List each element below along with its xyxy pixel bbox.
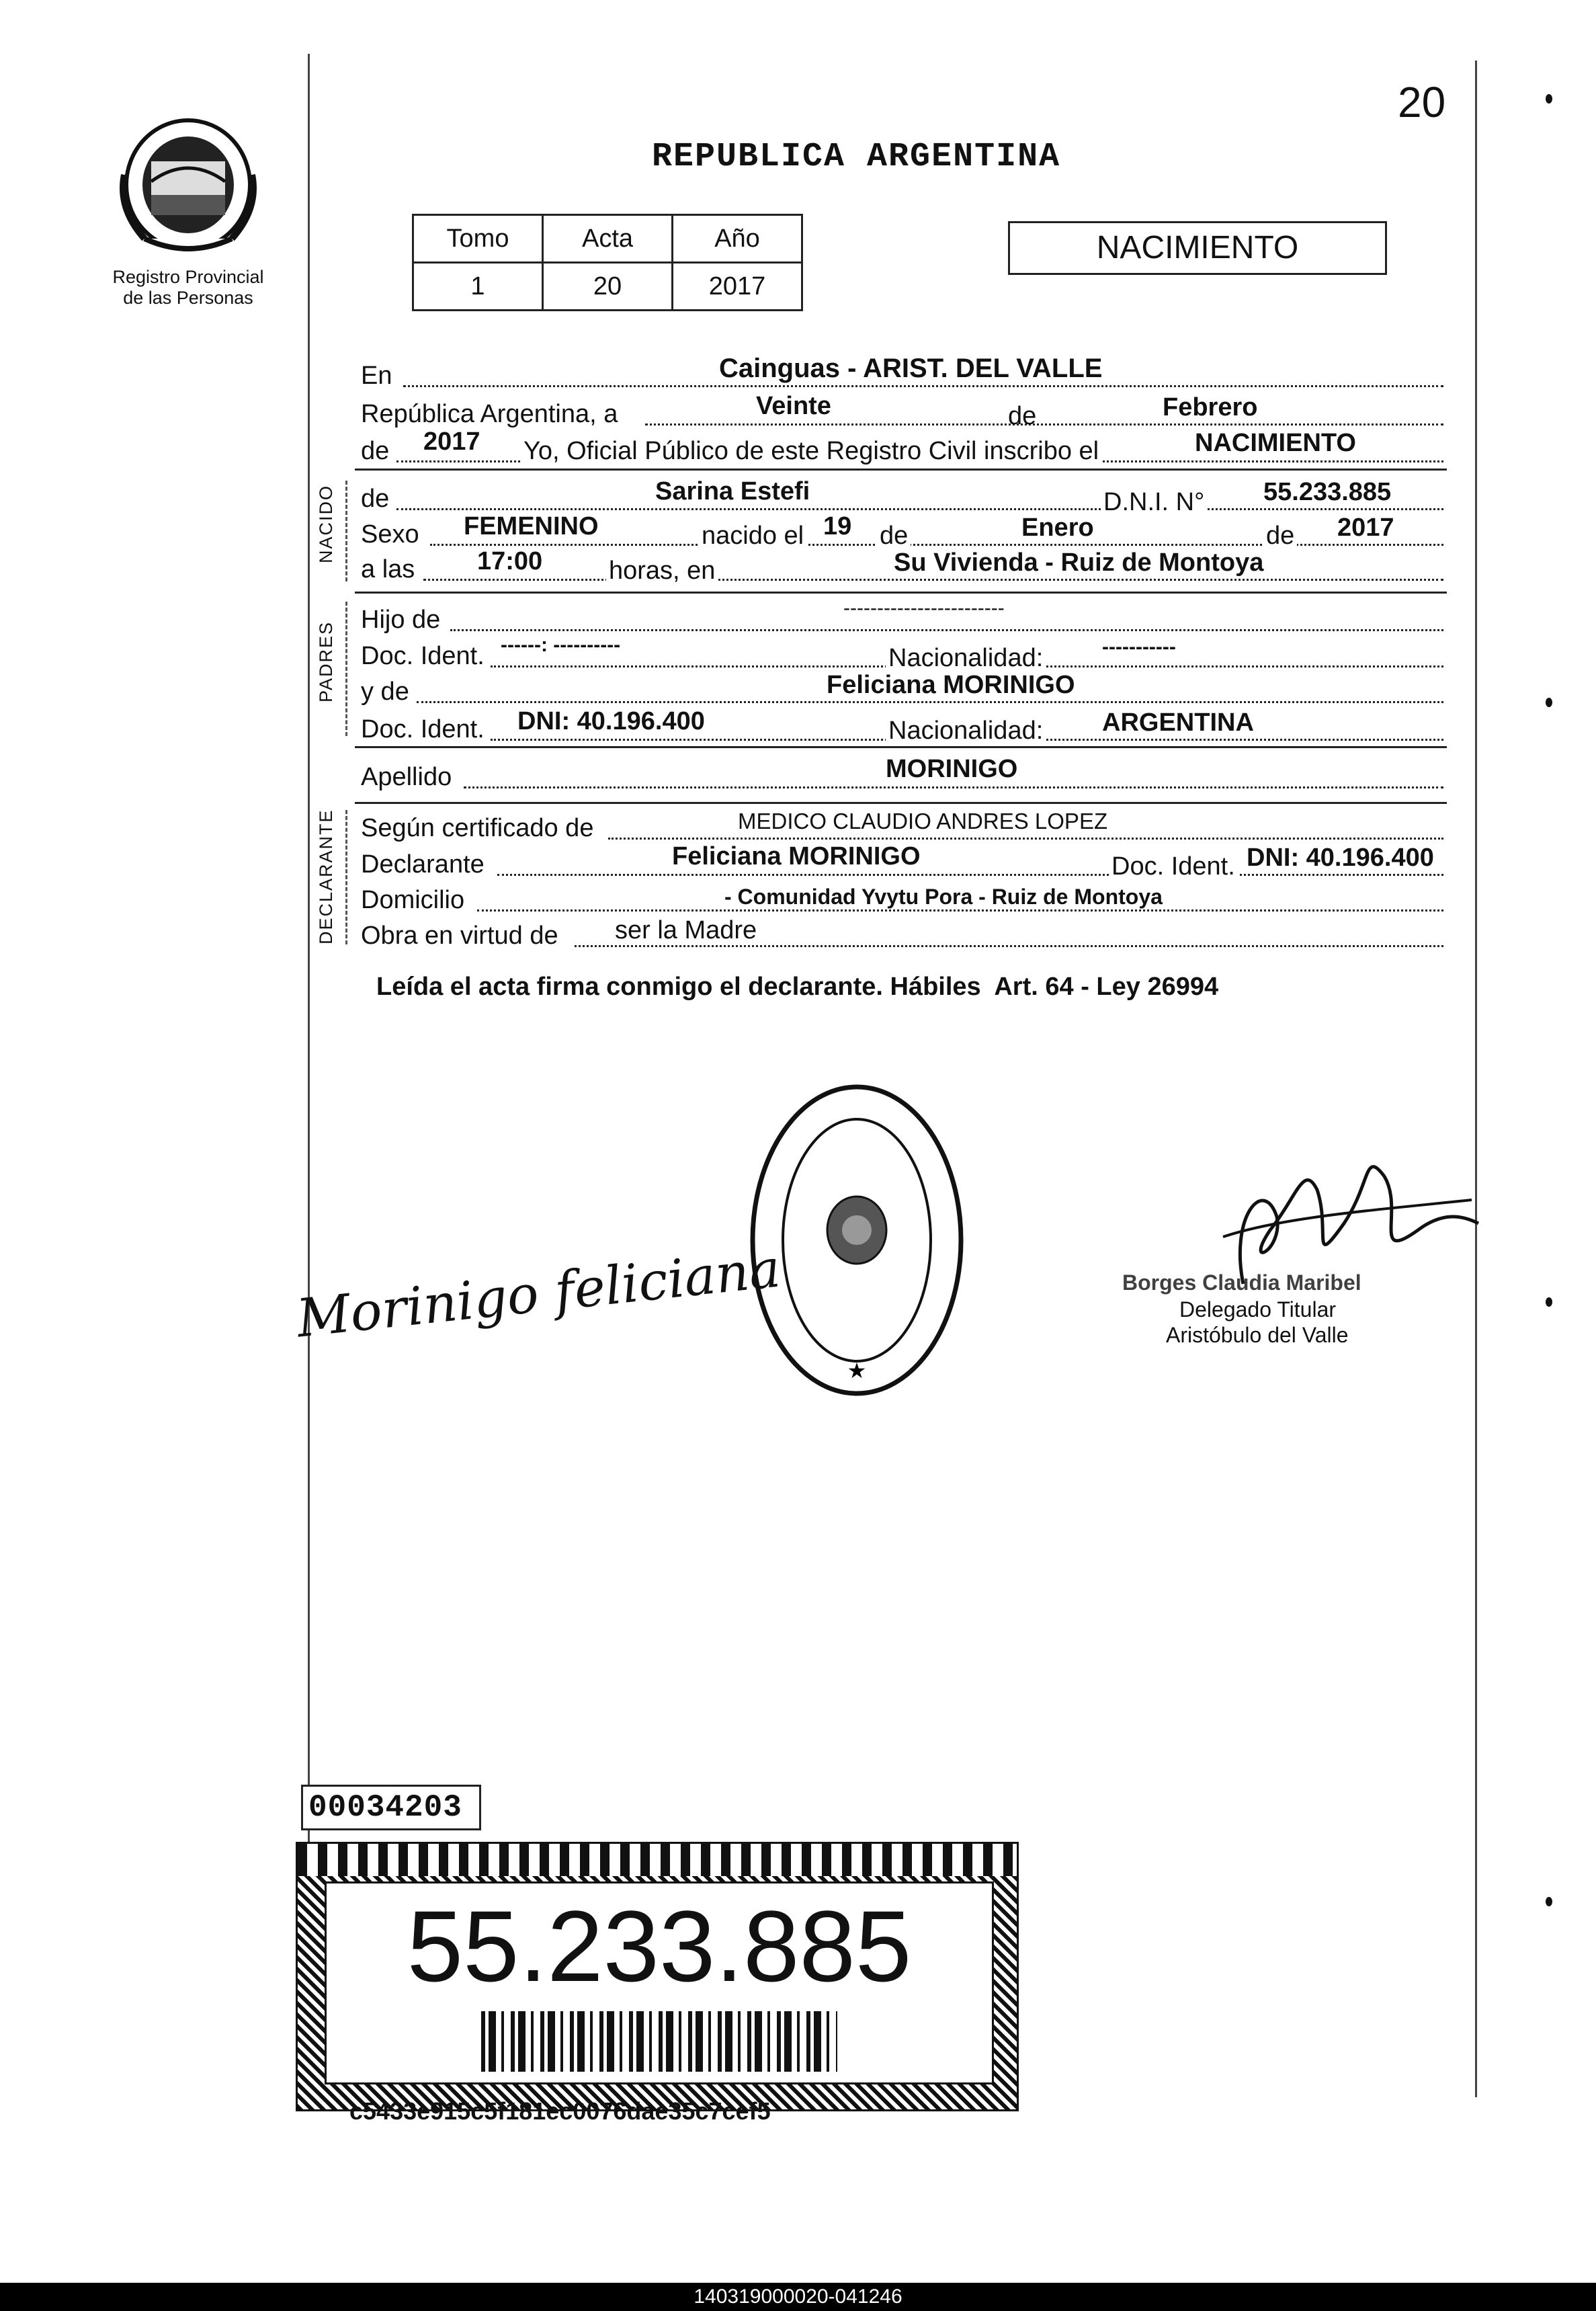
yo-text: Yo, Oficial Público de este Registro Civil inscribo el bbox=[521, 438, 1101, 464]
scan-dot bbox=[1546, 698, 1552, 707]
nacido-el-label: nacido el bbox=[699, 523, 806, 549]
sexo-value: FEMENINO bbox=[464, 512, 599, 540]
declarante-section-label: DECLARANTE bbox=[316, 809, 336, 944]
madre-value: Feliciana MORINIGO bbox=[827, 671, 1075, 699]
day-value: Veinte bbox=[756, 392, 831, 420]
decl-value: Feliciana MORINIGO bbox=[672, 842, 921, 870]
nac2-label: Nacionalidad: bbox=[886, 718, 1046, 743]
stamp-number: 00034203 bbox=[308, 1790, 462, 1825]
tomo-value: 1 bbox=[413, 263, 543, 311]
declarant-signature: Morinigo feliciana bbox=[294, 1238, 784, 1350]
footer-bar bbox=[0, 2283, 1596, 2311]
anio-value: 2017 bbox=[673, 263, 802, 311]
official-stamp bbox=[746, 1079, 968, 1402]
acta-value: 20 bbox=[543, 263, 673, 311]
official-title: Delegado Titular bbox=[1179, 1297, 1337, 1322]
nacido-name-dots bbox=[396, 508, 1443, 510]
yde-label: y de bbox=[361, 678, 409, 706]
hijo-label: Hijo de bbox=[361, 606, 441, 634]
scan-dot bbox=[1546, 94, 1552, 104]
nacido-year-value: 2017 bbox=[1337, 514, 1394, 542]
right-margin-line bbox=[1475, 60, 1477, 2097]
padres-bracket bbox=[345, 602, 349, 736]
scan-dot bbox=[1546, 1297, 1552, 1307]
registry-name: Registro Provincial de las Personas bbox=[112, 267, 264, 308]
big-number: 55.233.885 bbox=[407, 1890, 912, 2002]
decl-label: Declarante bbox=[361, 850, 485, 879]
doc2-label: Doc. Ident. bbox=[361, 715, 485, 743]
nac1-label: Nacionalidad: bbox=[886, 645, 1046, 671]
official-name: Borges Claudia Maribel bbox=[1122, 1270, 1361, 1295]
cert-label: Según certificado de bbox=[361, 814, 594, 842]
decl-doc-label: Doc. Ident. bbox=[1109, 854, 1238, 879]
en-label: En bbox=[361, 362, 392, 390]
doc-type-box bbox=[1008, 221, 1387, 275]
nac1-value: ----------- bbox=[1102, 636, 1176, 658]
reference-table bbox=[412, 214, 803, 311]
republica-label: República Argentina, a bbox=[361, 400, 618, 428]
section-divider-3 bbox=[355, 746, 1447, 748]
obra-dots bbox=[575, 945, 1443, 947]
republica-dots bbox=[645, 423, 1443, 425]
dom-label: Domicilio bbox=[361, 886, 465, 914]
section-divider-2 bbox=[355, 592, 1447, 594]
acta-header: Acta bbox=[543, 215, 673, 263]
nacido-de-label2: de bbox=[877, 523, 911, 549]
nacido-month-value: Enero bbox=[1021, 514, 1094, 542]
decl-dots bbox=[497, 874, 1443, 876]
doc2-value: DNI: 40.196.400 bbox=[517, 707, 705, 735]
alas-label: a las bbox=[361, 555, 415, 583]
scan-dot bbox=[1546, 1897, 1552, 1906]
security-band bbox=[296, 1842, 1019, 2111]
alas-dots bbox=[423, 579, 1443, 581]
document-hash: c5433e915c5f181ec0076dae35c7cef5 bbox=[349, 2097, 771, 2125]
official-place: Aristóbulo del Valle bbox=[1166, 1323, 1349, 1347]
de2-label: de bbox=[361, 437, 390, 465]
nacido-name-value: Sarina Estefi bbox=[655, 477, 810, 505]
closing-text: Leída el acta firma conmigo el declarante. Hábiles Art. 64 - Ley 26994 bbox=[376, 973, 1219, 1001]
doc1-label: Doc. Ident. bbox=[361, 642, 485, 670]
decl-doc-value: DNI: 40.196.400 bbox=[1247, 844, 1434, 872]
hijo-value: ------------------------ bbox=[843, 597, 1005, 619]
doc-type: NACIMIENTO bbox=[1096, 230, 1299, 266]
dni-label: D.N.I. N° bbox=[1101, 489, 1207, 515]
obra-value: ser la Madre bbox=[615, 916, 757, 944]
obra-label: Obra en virtud de bbox=[361, 922, 558, 950]
nacido-bracket bbox=[345, 481, 349, 581]
security-inner-panel bbox=[325, 1881, 994, 2084]
anio-header: Año bbox=[673, 215, 802, 263]
month-value: Febrero bbox=[1163, 393, 1258, 421]
nacido-section-label: NACIDO bbox=[316, 484, 336, 563]
declarante-bracket bbox=[345, 810, 349, 944]
inscribo-value: NACIMIENTO bbox=[1195, 429, 1356, 457]
footer-code: 140319000020-041246 bbox=[694, 2285, 902, 2308]
registry-seal bbox=[118, 114, 259, 255]
nacido-day-value: 19 bbox=[823, 512, 852, 540]
sexo-label: Sexo bbox=[361, 520, 419, 549]
svg-text:★: ★ bbox=[847, 1359, 867, 1383]
lugar-value: Su Vivienda - Ruiz de Montoya bbox=[894, 549, 1264, 577]
page-number: 20 bbox=[1398, 78, 1446, 126]
security-band-top bbox=[298, 1844, 1017, 1876]
year-value: 2017 bbox=[423, 428, 480, 456]
de-label: de bbox=[1008, 402, 1037, 430]
en-value: Cainguas - ARIST. DEL VALLE bbox=[719, 354, 1103, 383]
nac2-value: ARGENTINA bbox=[1102, 708, 1254, 737]
padres-section-label: PADRES bbox=[316, 620, 336, 702]
en-dots bbox=[403, 385, 1443, 387]
yde-dots bbox=[417, 701, 1443, 703]
apellido-dots bbox=[464, 786, 1443, 788]
section-divider-1 bbox=[355, 469, 1447, 471]
barcode bbox=[481, 2011, 837, 2072]
tomo-header: Tomo bbox=[413, 215, 543, 263]
section-divider-4 bbox=[355, 802, 1447, 804]
nacido-de-label: de bbox=[361, 485, 390, 513]
nacido-de-label3: de bbox=[1263, 523, 1297, 549]
country-title: REPUBLICA ARGENTINA bbox=[652, 138, 1061, 176]
hijo-dots bbox=[450, 629, 1443, 631]
stamp-number-box bbox=[301, 1785, 481, 1830]
apellido-label: Apellido bbox=[361, 763, 452, 791]
dni-value: 55.233.885 bbox=[1263, 478, 1392, 506]
cert-dots bbox=[608, 838, 1443, 840]
hora-value: 17:00 bbox=[477, 547, 543, 575]
dom-dots bbox=[477, 909, 1443, 911]
horas-label: horas, en bbox=[606, 558, 718, 583]
cert-value: MEDICO CLAUDIO ANDRES LOPEZ bbox=[738, 809, 1108, 834]
dom-value: - Comunidad Yvytu Pora - Ruiz de Montoya bbox=[724, 885, 1163, 909]
apellido-value: MORINIGO bbox=[886, 755, 1018, 783]
doc1-value: ------: ---------- bbox=[501, 634, 621, 656]
